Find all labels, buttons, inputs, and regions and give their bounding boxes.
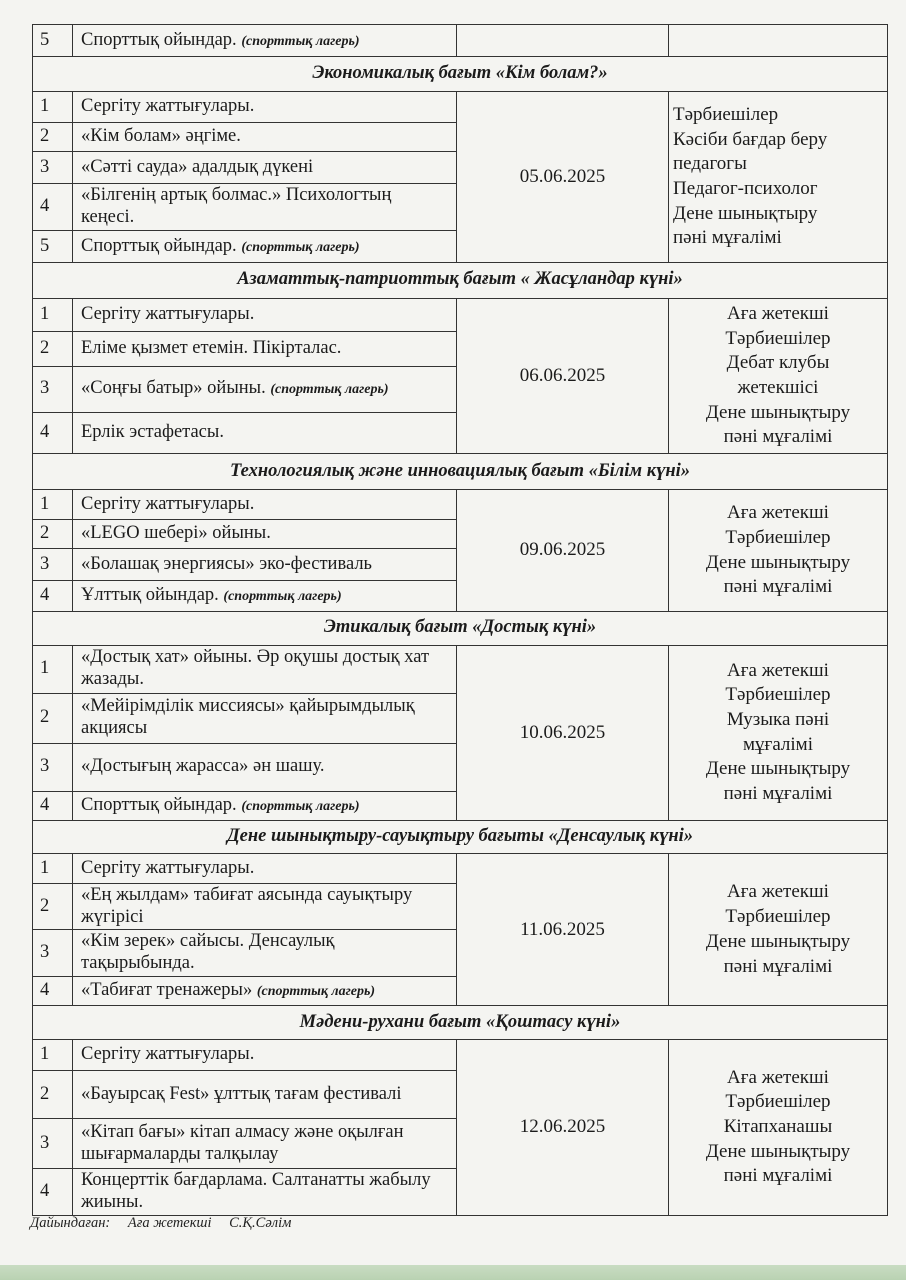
- activity-text: Спорттық ойындар.: [81, 29, 237, 50]
- activity-cell: [73, 331, 457, 366]
- activity-text: «Кітап бағы» кітап алмасу және оқылған шығармаларды талқылау: [81, 1121, 404, 1164]
- activity-text: Концерттік бағдарлама. Салтанатты жабылу жиыны.: [81, 1170, 431, 1213]
- responsible-person: Дене шынықтыру: [705, 1140, 851, 1162]
- activity-note: (спорттық лагерь): [241, 239, 360, 255]
- row-number: 5: [33, 25, 73, 57]
- date-cell: 09.06.2025: [457, 489, 669, 611]
- activity-cell: [73, 854, 457, 883]
- responsible-person: Дене шынықтыру: [673, 202, 818, 224]
- responsible-person: Аға жетекші: [727, 881, 829, 903]
- row-number: 3: [33, 152, 73, 183]
- row-number: 2: [33, 1070, 73, 1118]
- activity-note: (спорттық лагерь): [241, 798, 360, 814]
- activity-cell: [73, 580, 457, 611]
- responsible-person: пәні мұғалімі: [673, 227, 782, 249]
- responsible-cell: [669, 645, 888, 820]
- schedule-table-body: [33, 25, 888, 1216]
- activity-cell: [73, 1039, 457, 1070]
- row-number: 1: [33, 298, 73, 331]
- prepared-by-label: Дайындаған:: [30, 1215, 111, 1231]
- activity-note: (спорттық лагерь): [241, 33, 360, 49]
- responsible-person: Дене шынықтыру: [705, 401, 851, 423]
- responsible-person: пәні мұғалімі: [723, 1165, 833, 1187]
- activity-cell: [73, 791, 457, 820]
- responsible-person: Аға жетекші: [727, 302, 829, 324]
- row-number: 1: [33, 489, 73, 519]
- responsible-person: Тәрбиешілер: [725, 327, 831, 349]
- responsible-cell: [669, 489, 888, 611]
- activity-cell: [73, 693, 457, 743]
- responsible-cell: [669, 1039, 888, 1215]
- row-number: 3: [33, 930, 73, 977]
- row-number: 4: [33, 791, 73, 820]
- activity-cell: [73, 183, 457, 230]
- responsible-person: Тәрбиешілер: [725, 684, 831, 706]
- row-number: 2: [33, 693, 73, 743]
- row-number: 3: [33, 549, 73, 580]
- activity-text: «Бауырсақ Fest» ұлттық тағам фестивалі: [81, 1083, 402, 1104]
- section-title: Технологиялық және инновациялық бағыт «Білім күні»: [33, 454, 888, 490]
- table-row: [33, 645, 888, 693]
- section-title-row: [33, 454, 888, 490]
- activity-text: «Соңғы батыр» ойыны.: [81, 378, 266, 399]
- activity-text: «Болашақ энергиясы» эко-фестиваль: [81, 553, 372, 574]
- table-row: [33, 1039, 888, 1070]
- activity-cell: [73, 645, 457, 693]
- desk-surface: [0, 1265, 906, 1280]
- responsible-person: Дене шынықтыру: [705, 930, 851, 952]
- responsible-person: Аға жетекші: [727, 502, 829, 524]
- activity-cell: [73, 930, 457, 977]
- activity-cell: [73, 152, 457, 183]
- activity-text: Еліме қызмет етемін. Пікірталас.: [81, 337, 342, 358]
- activity-cell: [73, 883, 457, 930]
- activity-note: (спорттық лагерь): [256, 984, 376, 1000]
- responsible-person: Дебат клубы: [726, 352, 830, 374]
- activity-cell: [73, 743, 457, 791]
- activity-cell: [73, 1070, 457, 1118]
- responsible-person: Тәрбиешілер: [673, 103, 779, 125]
- responsible-cell: [669, 91, 888, 262]
- activity-cell: [73, 976, 457, 1005]
- prepared-by-name: С.Қ.Сәлім: [229, 1215, 292, 1231]
- activity-cell: [73, 366, 457, 412]
- table-row: [33, 91, 888, 122]
- section-title: Мәдени-рухани бағыт «Қоштасу күні»: [33, 1006, 888, 1039]
- activity-cell: [73, 123, 457, 152]
- activity-text: Ерлік эстафетасы.: [81, 422, 224, 443]
- date-cell: 12.06.2025: [457, 1039, 669, 1215]
- row-number: 3: [33, 366, 73, 412]
- responsible-cell: [669, 298, 888, 454]
- activity-text: Сергіту жаттығулары.: [81, 857, 255, 878]
- activity-text: «Достығың жарасса» ән шашу.: [81, 756, 325, 777]
- activity-cell: [73, 1169, 457, 1216]
- row-number: 4: [33, 183, 73, 230]
- row-number: 3: [33, 743, 73, 791]
- activity-text: «Ең жылдам» табиғат аясында сауықтыру жүгірісі: [81, 884, 413, 927]
- section-title-row: [33, 57, 888, 91]
- activity-text: Спорттық ойындар.: [81, 235, 237, 256]
- schedule-table: [32, 24, 888, 1216]
- activity-text: «Достық хат» ойыны. Әр оқушы достық хат жазады.: [81, 647, 430, 690]
- row-number: 1: [33, 1039, 73, 1070]
- prepared-by: [30, 1215, 305, 1232]
- activity-note: (спорттық лагерь): [223, 589, 342, 605]
- activity-cell: [73, 25, 457, 57]
- section-title-row: [33, 612, 888, 645]
- activity-text: Сергіту жаттығулары.: [81, 1043, 255, 1064]
- row-number: 4: [33, 580, 73, 611]
- responsible-person: Аға жетекші: [727, 1066, 829, 1088]
- activity-cell: [73, 412, 457, 454]
- activity-text: «LEGO шебері» ойыны.: [81, 523, 271, 544]
- row-number: 4: [33, 1169, 73, 1216]
- responsible-person: Музыка пәні: [726, 709, 830, 731]
- activity-text: Сергіту жаттығулары.: [81, 493, 255, 514]
- activity-text: Ұлттық ойындар.: [81, 585, 219, 606]
- activity-cell: [73, 230, 457, 262]
- date-cell: 06.06.2025: [457, 298, 669, 454]
- section-title: Азаматтық-патриоттық бағыт « Жасұландар күні»: [33, 263, 888, 299]
- table-row: [33, 489, 888, 519]
- activity-text: «Кім зерек» сайысы. Денсаулық тақырыбында.: [81, 931, 335, 974]
- responsible-person: Тәрбиешілер: [725, 906, 831, 928]
- row-number: 4: [33, 976, 73, 1005]
- responsible-cell: [669, 854, 888, 1006]
- section-title: Экономикалық бағыт «Кім болам?»: [33, 57, 888, 91]
- activity-cell: [73, 298, 457, 331]
- activity-cell: [73, 1119, 457, 1169]
- row-number: 1: [33, 854, 73, 883]
- section-title-row: [33, 1006, 888, 1039]
- table-row: [33, 854, 888, 883]
- activity-text: Сергіту жаттығулары.: [81, 303, 255, 324]
- responsible-person: Кітапханашы: [723, 1115, 833, 1137]
- row-number: 2: [33, 883, 73, 930]
- section-title: Этикалық бағыт «Достық күні»: [33, 612, 888, 645]
- responsible-person: Тәрбиешілер: [725, 1091, 831, 1113]
- prepared-by-role: Аға жетекші: [127, 1215, 212, 1231]
- activity-cell: [73, 549, 457, 580]
- row-number: 2: [33, 331, 73, 366]
- responsible-person: жетекшісі: [737, 377, 819, 399]
- activity-note: (спорттық лагерь): [270, 382, 389, 398]
- row-number: 1: [33, 645, 73, 693]
- section-title-row: [33, 821, 888, 854]
- activity-cell: [73, 489, 457, 519]
- date-cell: 05.06.2025: [457, 91, 669, 262]
- responsible-person: мұғалімі: [743, 733, 813, 755]
- activity-text: Сергіту жаттығулары.: [81, 96, 255, 117]
- responsible-person: пәні мұғалімі: [723, 955, 833, 977]
- responsible-person: Дене шынықтыру: [705, 758, 851, 780]
- activity-cell: [73, 91, 457, 122]
- responsible-person: педагогы: [673, 153, 747, 175]
- responsible-person: Аға жетекші: [727, 659, 829, 681]
- activity-text: «Сәтті сауда» адалдық дүкені: [81, 156, 314, 177]
- responsible-person: пәні мұғалімі: [723, 576, 833, 598]
- row-number: 5: [33, 230, 73, 262]
- table-row: [33, 25, 888, 57]
- responsible-person: пәні мұғалімі: [723, 426, 833, 448]
- section-title-row: [33, 263, 888, 299]
- date-cell: 11.06.2025: [457, 854, 669, 1006]
- responsible-person: Дене шынықтыру: [705, 551, 851, 573]
- row-number: 3: [33, 1119, 73, 1169]
- section-title: Дене шынықтыру-сауықтыру бағыты «Денсаулық күні»: [33, 821, 888, 854]
- responsible-person: Тәрбиешілер: [725, 526, 831, 548]
- responsible-person: Кәсіби бағдар беру: [673, 128, 828, 150]
- activity-text: «Мейірімділік миссиясы» қайырымдылық акциясы: [81, 696, 415, 739]
- activity-text: «Кім болам» әңгіме.: [81, 126, 241, 147]
- activity-text: Спорттық ойындар.: [81, 794, 237, 815]
- row-number: 2: [33, 520, 73, 549]
- activity-text: «Білгенің артық болмас.» Психологтың кеңесі.: [81, 184, 392, 227]
- responsible-cell: [669, 25, 888, 57]
- activity-cell: [73, 520, 457, 549]
- table-row: [33, 298, 888, 331]
- responsible-person: Педагог-психолог: [673, 177, 818, 199]
- date-cell: 10.06.2025: [457, 645, 669, 820]
- activity-text: «Табиғат тренажеры»: [81, 980, 253, 1001]
- row-number: 2: [33, 123, 73, 152]
- date-cell: [457, 25, 669, 57]
- row-number: 1: [33, 91, 73, 122]
- responsible-person: пәні мұғалімі: [723, 783, 833, 805]
- row-number: 4: [33, 412, 73, 454]
